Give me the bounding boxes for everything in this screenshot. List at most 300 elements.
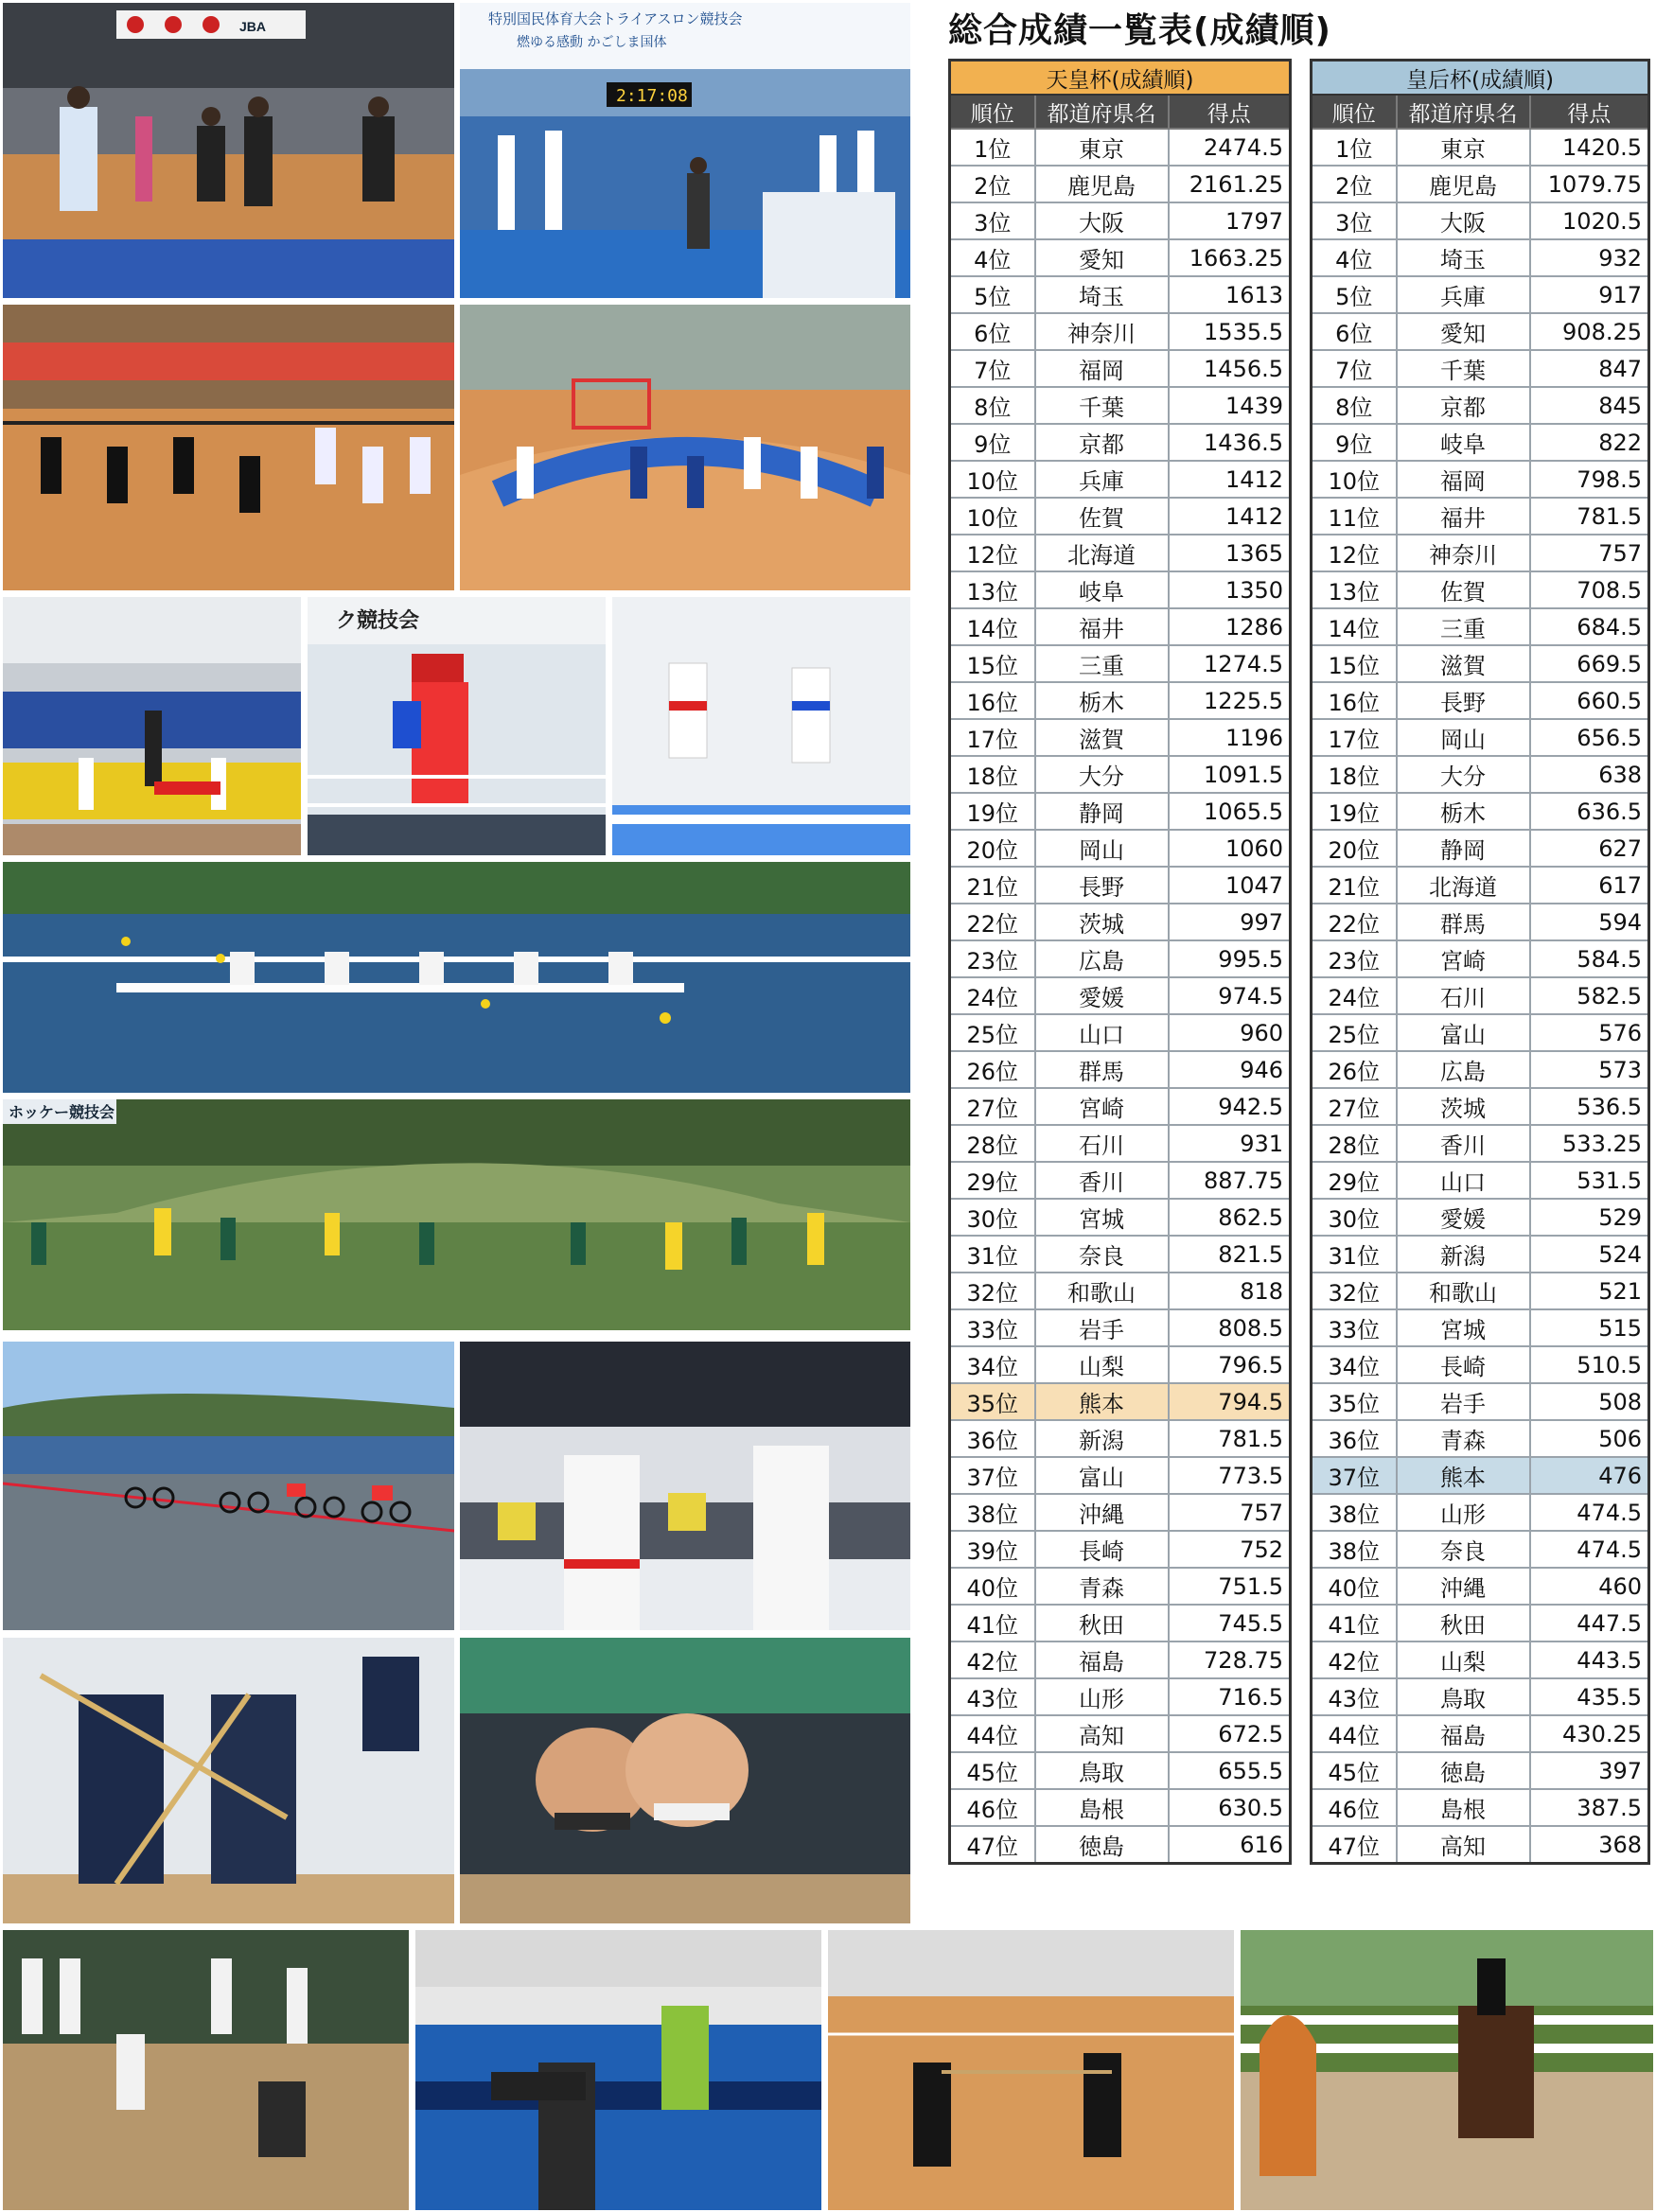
score-cell: 669.5 bbox=[1530, 645, 1649, 682]
table-row bbox=[950, 1420, 1291, 1457]
prefecture-cell: 徳島 bbox=[1035, 1826, 1169, 1864]
prefecture-cell: 佐賀 bbox=[1035, 498, 1169, 535]
score-cell: 529 bbox=[1530, 1199, 1649, 1236]
table-row bbox=[950, 535, 1291, 571]
rank-cell: 34位 bbox=[1312, 1346, 1397, 1383]
rank-cell: 45位 bbox=[1312, 1752, 1397, 1789]
rank-cell: 14位 bbox=[950, 608, 1035, 645]
rank-cell: 30位 bbox=[950, 1199, 1035, 1236]
prefecture-cell: 山口 bbox=[1397, 1162, 1530, 1199]
triathlon-banner: 特別国民体育大会トライアスロン競技会 bbox=[488, 10, 743, 27]
rank-cell: 19位 bbox=[950, 793, 1035, 830]
photo-kendo bbox=[3, 1638, 454, 1923]
prefecture-cell: 北海道 bbox=[1397, 867, 1530, 904]
table-row bbox=[950, 904, 1291, 940]
table-row bbox=[950, 719, 1291, 756]
table-row bbox=[950, 276, 1291, 313]
score-cell: 594 bbox=[1530, 904, 1649, 940]
score-cell: 368 bbox=[1530, 1826, 1649, 1864]
table-row bbox=[1312, 867, 1649, 904]
prefecture-cell: 高知 bbox=[1035, 1715, 1169, 1752]
table-row bbox=[950, 1088, 1291, 1125]
score-cell: 1196 bbox=[1169, 719, 1291, 756]
prefecture-cell: 埼玉 bbox=[1397, 239, 1530, 276]
rank-cell: 6位 bbox=[950, 313, 1035, 350]
score-cell: 582.5 bbox=[1530, 977, 1649, 1014]
table-row bbox=[1312, 129, 1649, 166]
table-row bbox=[1312, 1420, 1649, 1457]
rank-cell: 35位 bbox=[950, 1383, 1035, 1420]
prefecture-cell: 宮崎 bbox=[1397, 940, 1530, 977]
score-cell: 584.5 bbox=[1530, 940, 1649, 977]
table-row bbox=[1312, 387, 1649, 424]
score-cell: 443.5 bbox=[1530, 1641, 1649, 1678]
table-row bbox=[950, 202, 1291, 239]
score-cell: 822 bbox=[1530, 424, 1649, 461]
score-cell: 1436.5 bbox=[1169, 424, 1291, 461]
rank-cell: 5位 bbox=[950, 276, 1035, 313]
rank-cell: 2位 bbox=[950, 166, 1035, 202]
table-row bbox=[1312, 313, 1649, 350]
table-row bbox=[950, 387, 1291, 424]
score-cell: 781.5 bbox=[1169, 1420, 1291, 1457]
prefecture-cell: 富山 bbox=[1397, 1014, 1530, 1051]
table-row bbox=[950, 1531, 1291, 1568]
table-row bbox=[1312, 535, 1649, 571]
score-cell: 1060 bbox=[1169, 830, 1291, 867]
score-cell: 684.5 bbox=[1530, 608, 1649, 645]
prefecture-cell: 青森 bbox=[1035, 1568, 1169, 1605]
prefecture-cell: 福井 bbox=[1035, 608, 1169, 645]
prefecture-cell: 神奈川 bbox=[1035, 313, 1169, 350]
prefecture-cell: 岡山 bbox=[1035, 830, 1169, 867]
table-row bbox=[950, 571, 1291, 608]
score-cell: 946 bbox=[1169, 1051, 1291, 1088]
prefecture-cell: 長野 bbox=[1397, 682, 1530, 719]
prefecture-cell: 愛知 bbox=[1035, 239, 1169, 276]
score-cell: 757 bbox=[1169, 1494, 1291, 1531]
prefecture-cell: 宮城 bbox=[1397, 1309, 1530, 1346]
score-cell: 781.5 bbox=[1530, 498, 1649, 535]
rank-cell: 24位 bbox=[1312, 977, 1397, 1014]
fencing-banner: ク競技会 bbox=[336, 609, 420, 633]
score-cell: 387.5 bbox=[1530, 1789, 1649, 1826]
score-cell: 798.5 bbox=[1530, 461, 1649, 498]
prefecture-cell: 奈良 bbox=[1397, 1531, 1530, 1568]
table-row bbox=[950, 1641, 1291, 1678]
score-cell: 1412 bbox=[1169, 498, 1291, 535]
rank-cell: 40位 bbox=[950, 1568, 1035, 1605]
table-row bbox=[1312, 645, 1649, 682]
column-header-prefecture: 都道府県名 bbox=[1035, 95, 1169, 129]
score-cell: 1663.25 bbox=[1169, 239, 1291, 276]
score-cell: 1274.5 bbox=[1169, 645, 1291, 682]
prefecture-cell: 岐阜 bbox=[1035, 571, 1169, 608]
table-row bbox=[950, 498, 1291, 535]
prefecture-cell: 香川 bbox=[1397, 1125, 1530, 1162]
rank-cell: 8位 bbox=[1312, 387, 1397, 424]
score-cell: 435.5 bbox=[1530, 1678, 1649, 1715]
rank-cell: 42位 bbox=[950, 1641, 1035, 1678]
prefecture-cell: 鳥取 bbox=[1397, 1678, 1530, 1715]
prefecture-cell: 兵庫 bbox=[1397, 276, 1530, 313]
score-cell: 917 bbox=[1530, 276, 1649, 313]
score-cell: 808.5 bbox=[1169, 1309, 1291, 1346]
prefecture-cell: 茨城 bbox=[1397, 1088, 1530, 1125]
table-row bbox=[1312, 461, 1649, 498]
rank-cell: 41位 bbox=[1312, 1605, 1397, 1641]
table-row bbox=[1312, 1605, 1649, 1641]
prefecture-cell: 香川 bbox=[1035, 1162, 1169, 1199]
table-row bbox=[950, 1826, 1291, 1864]
score-cell: 960 bbox=[1169, 1014, 1291, 1051]
rank-cell: 31位 bbox=[950, 1236, 1035, 1273]
table-row bbox=[1312, 608, 1649, 645]
table-row bbox=[1312, 350, 1649, 387]
rank-cell: 26位 bbox=[1312, 1051, 1397, 1088]
photo-karate bbox=[612, 597, 910, 855]
rank-cell: 28位 bbox=[1312, 1125, 1397, 1162]
table-row bbox=[1312, 1273, 1649, 1309]
rank-cell: 25位 bbox=[950, 1014, 1035, 1051]
table-row bbox=[950, 830, 1291, 867]
rank-cell: 10位 bbox=[1312, 461, 1397, 498]
prefecture-cell: 大分 bbox=[1397, 756, 1530, 793]
table-row bbox=[1312, 1088, 1649, 1125]
score-cell: 536.5 bbox=[1530, 1088, 1649, 1125]
prefecture-cell: 山形 bbox=[1397, 1494, 1530, 1531]
prefecture-cell: 神奈川 bbox=[1397, 535, 1530, 571]
rank-cell: 9位 bbox=[950, 424, 1035, 461]
score-cell: 474.5 bbox=[1530, 1494, 1649, 1531]
table-row bbox=[950, 645, 1291, 682]
rank-cell: 15位 bbox=[950, 645, 1035, 682]
photo-volleyball bbox=[3, 305, 454, 590]
score-cell: 660.5 bbox=[1530, 682, 1649, 719]
prefecture-cell: 長崎 bbox=[1397, 1346, 1530, 1383]
table-row bbox=[950, 1715, 1291, 1752]
emperor-cup-title: 天皇杯(成績順) bbox=[950, 61, 1291, 96]
table-row bbox=[950, 867, 1291, 904]
empress-cup-title: 皇后杯(成績順) bbox=[1312, 61, 1649, 96]
prefecture-cell: 静岡 bbox=[1397, 830, 1530, 867]
prefecture-cell: 秋田 bbox=[1035, 1605, 1169, 1641]
prefecture-cell: 兵庫 bbox=[1035, 461, 1169, 498]
table-row bbox=[1312, 498, 1649, 535]
rank-cell: 27位 bbox=[950, 1088, 1035, 1125]
table-row bbox=[1312, 1568, 1649, 1605]
prefecture-cell: 岩手 bbox=[1035, 1309, 1169, 1346]
prefecture-cell: 島根 bbox=[1397, 1789, 1530, 1826]
rank-cell: 14位 bbox=[1312, 608, 1397, 645]
prefecture-cell: 石川 bbox=[1397, 977, 1530, 1014]
score-cell: 533.25 bbox=[1530, 1125, 1649, 1162]
prefecture-cell: 愛媛 bbox=[1035, 977, 1169, 1014]
table-row bbox=[1312, 1162, 1649, 1199]
score-cell: 1350 bbox=[1169, 571, 1291, 608]
rank-cell: 47位 bbox=[1312, 1826, 1397, 1864]
score-cell: 1535.5 bbox=[1169, 313, 1291, 350]
rank-cell: 38位 bbox=[1312, 1494, 1397, 1531]
table-row bbox=[950, 1273, 1291, 1309]
photo-hockey bbox=[3, 1099, 910, 1330]
table-row bbox=[1312, 1715, 1649, 1752]
score-cell: 1091.5 bbox=[1169, 756, 1291, 793]
table-row bbox=[950, 1752, 1291, 1789]
score-cell: 997 bbox=[1169, 904, 1291, 940]
rank-cell: 46位 bbox=[950, 1789, 1035, 1826]
score-cell: 1047 bbox=[1169, 867, 1291, 904]
score-cell: 510.5 bbox=[1530, 1346, 1649, 1383]
rank-cell: 1位 bbox=[950, 129, 1035, 166]
score-cell: 2161.25 bbox=[1169, 166, 1291, 202]
rank-cell: 22位 bbox=[1312, 904, 1397, 940]
table-row bbox=[950, 682, 1291, 719]
table-row bbox=[1312, 1531, 1649, 1568]
rank-cell: 16位 bbox=[1312, 682, 1397, 719]
prefecture-cell: 山形 bbox=[1035, 1678, 1169, 1715]
table-row bbox=[1312, 1789, 1649, 1826]
prefecture-cell: 大阪 bbox=[1035, 202, 1169, 239]
prefecture-cell: 沖縄 bbox=[1397, 1568, 1530, 1605]
table-row bbox=[1312, 1752, 1649, 1789]
table-row bbox=[1312, 977, 1649, 1014]
prefecture-cell: 和歌山 bbox=[1397, 1273, 1530, 1309]
rank-cell: 30位 bbox=[1312, 1199, 1397, 1236]
prefecture-cell: 京都 bbox=[1035, 424, 1169, 461]
rank-cell: 11位 bbox=[1312, 498, 1397, 535]
rank-cell: 3位 bbox=[1312, 202, 1397, 239]
table-row bbox=[950, 1789, 1291, 1826]
score-cell: 521 bbox=[1530, 1273, 1649, 1309]
table-row bbox=[950, 1309, 1291, 1346]
score-cell: 887.75 bbox=[1169, 1162, 1291, 1199]
score-cell: 818 bbox=[1169, 1273, 1291, 1309]
photo-fencing bbox=[3, 597, 301, 855]
prefecture-cell: 山口 bbox=[1035, 1014, 1169, 1051]
score-cell: 508 bbox=[1530, 1383, 1649, 1420]
prefecture-cell: 福岡 bbox=[1397, 461, 1530, 498]
rank-cell: 21位 bbox=[1312, 867, 1397, 904]
prefecture-cell: 三重 bbox=[1035, 645, 1169, 682]
prefecture-cell: 奈良 bbox=[1035, 1236, 1169, 1273]
table-row bbox=[950, 1383, 1291, 1420]
prefecture-cell: 長野 bbox=[1035, 867, 1169, 904]
rank-cell: 33位 bbox=[950, 1309, 1035, 1346]
rank-cell: 18位 bbox=[950, 756, 1035, 793]
prefecture-cell: 岐阜 bbox=[1397, 424, 1530, 461]
table-row bbox=[950, 1605, 1291, 1641]
prefecture-cell: 愛媛 bbox=[1397, 1199, 1530, 1236]
table-row bbox=[950, 1199, 1291, 1236]
prefecture-cell: 宮崎 bbox=[1035, 1088, 1169, 1125]
table-row bbox=[1312, 1383, 1649, 1420]
photo-judo bbox=[460, 1342, 910, 1630]
score-cell: 716.5 bbox=[1169, 1678, 1291, 1715]
prefecture-cell: 群馬 bbox=[1397, 904, 1530, 940]
emperor-cup-rows bbox=[950, 129, 1291, 1864]
score-cell: 745.5 bbox=[1169, 1605, 1291, 1641]
score-cell: 757 bbox=[1530, 535, 1649, 571]
table-row bbox=[1312, 276, 1649, 313]
table-row bbox=[950, 756, 1291, 793]
rank-cell: 42位 bbox=[1312, 1641, 1397, 1678]
rank-cell: 17位 bbox=[950, 719, 1035, 756]
rank-cell: 36位 bbox=[950, 1420, 1035, 1457]
score-cell: 942.5 bbox=[1169, 1088, 1291, 1125]
rank-cell: 38位 bbox=[1312, 1531, 1397, 1568]
prefecture-cell: 富山 bbox=[1035, 1457, 1169, 1494]
score-cell: 430.25 bbox=[1530, 1715, 1649, 1752]
prefecture-cell: 徳島 bbox=[1397, 1752, 1530, 1789]
score-cell: 728.75 bbox=[1169, 1641, 1291, 1678]
rank-cell: 37位 bbox=[1312, 1457, 1397, 1494]
rank-cell: 37位 bbox=[950, 1457, 1035, 1494]
table-row bbox=[1312, 1346, 1649, 1383]
score-cell: 862.5 bbox=[1169, 1199, 1291, 1236]
score-cell: 531.5 bbox=[1530, 1162, 1649, 1199]
rank-cell: 47位 bbox=[950, 1826, 1035, 1864]
rank-cell: 38位 bbox=[950, 1494, 1035, 1531]
score-cell: 1286 bbox=[1169, 608, 1291, 645]
score-cell: 1079.75 bbox=[1530, 166, 1649, 202]
score-cell: 794.5 bbox=[1169, 1383, 1291, 1420]
score-cell: 845 bbox=[1530, 387, 1649, 424]
photo-naginata bbox=[828, 1930, 1234, 2210]
photo-table-tennis bbox=[415, 1930, 821, 2210]
prefecture-cell: 福島 bbox=[1397, 1715, 1530, 1752]
prefecture-cell: 東京 bbox=[1035, 129, 1169, 166]
prefecture-cell: 長崎 bbox=[1035, 1531, 1169, 1568]
table-row bbox=[950, 1457, 1291, 1494]
rank-cell: 23位 bbox=[950, 940, 1035, 977]
rank-cell: 20位 bbox=[1312, 830, 1397, 867]
table-row bbox=[1312, 682, 1649, 719]
column-header-rank: 順位 bbox=[1312, 95, 1397, 129]
rank-cell: 6位 bbox=[1312, 313, 1397, 350]
score-cell: 638 bbox=[1530, 756, 1649, 793]
prefecture-cell: 福島 bbox=[1035, 1641, 1169, 1678]
prefecture-cell: 佐賀 bbox=[1397, 571, 1530, 608]
prefecture-cell: 和歌山 bbox=[1035, 1273, 1169, 1309]
score-cell: 752 bbox=[1169, 1531, 1291, 1568]
score-cell: 474.5 bbox=[1530, 1531, 1649, 1568]
prefecture-cell: 岩手 bbox=[1397, 1383, 1530, 1420]
prefecture-cell: 滋賀 bbox=[1397, 645, 1530, 682]
prefecture-cell: 千葉 bbox=[1397, 350, 1530, 387]
prefecture-cell: 千葉 bbox=[1035, 387, 1169, 424]
prefecture-cell: 広島 bbox=[1035, 940, 1169, 977]
score-cell: 616 bbox=[1169, 1826, 1291, 1864]
rank-cell: 29位 bbox=[950, 1162, 1035, 1199]
prefecture-cell: 宮城 bbox=[1035, 1199, 1169, 1236]
prefecture-cell: 東京 bbox=[1397, 129, 1530, 166]
table-row bbox=[1312, 166, 1649, 202]
score-cell: 773.5 bbox=[1169, 1457, 1291, 1494]
rank-cell: 7位 bbox=[1312, 350, 1397, 387]
prefecture-cell: 岡山 bbox=[1397, 719, 1530, 756]
table-row bbox=[950, 1236, 1291, 1273]
rank-cell: 36位 bbox=[1312, 1420, 1397, 1457]
score-cell: 1613 bbox=[1169, 276, 1291, 313]
score-cell: 636.5 bbox=[1530, 793, 1649, 830]
rank-cell: 10位 bbox=[950, 498, 1035, 535]
score-cell: 1412 bbox=[1169, 461, 1291, 498]
table-row bbox=[950, 461, 1291, 498]
prefecture-cell: 栃木 bbox=[1397, 793, 1530, 830]
rank-cell: 33位 bbox=[1312, 1309, 1397, 1346]
table-row bbox=[1312, 1494, 1649, 1531]
prefecture-cell: 愛知 bbox=[1397, 313, 1530, 350]
table-row bbox=[1312, 1641, 1649, 1678]
empress-cup-rows bbox=[1312, 129, 1649, 1864]
prefecture-cell: 島根 bbox=[1035, 1789, 1169, 1826]
rank-cell: 13位 bbox=[950, 571, 1035, 608]
score-cell: 1420.5 bbox=[1530, 129, 1649, 166]
score-cell: 1225.5 bbox=[1169, 682, 1291, 719]
table-row bbox=[950, 1346, 1291, 1383]
prefecture-cell: 埼玉 bbox=[1035, 276, 1169, 313]
table-row bbox=[950, 1051, 1291, 1088]
page-title: 総合成績一覧表(成績順) bbox=[948, 11, 1331, 50]
score-cell: 932 bbox=[1530, 239, 1649, 276]
table-row bbox=[1312, 904, 1649, 940]
table-row bbox=[950, 313, 1291, 350]
prefecture-cell: 滋賀 bbox=[1035, 719, 1169, 756]
prefecture-cell: 大阪 bbox=[1397, 202, 1530, 239]
score-cell: 2474.5 bbox=[1169, 129, 1291, 166]
rank-cell: 17位 bbox=[1312, 719, 1397, 756]
rank-cell: 1位 bbox=[1312, 129, 1397, 166]
score-cell: 397 bbox=[1530, 1752, 1649, 1789]
table-row bbox=[1312, 940, 1649, 977]
table-row bbox=[950, 239, 1291, 276]
table-row bbox=[950, 350, 1291, 387]
table-row bbox=[1312, 719, 1649, 756]
score-cell: 630.5 bbox=[1169, 1789, 1291, 1826]
photo-rowing bbox=[3, 862, 910, 1093]
score-cell: 576 bbox=[1530, 1014, 1649, 1051]
score-cell: 1065.5 bbox=[1169, 793, 1291, 830]
prefecture-cell: 鹿児島 bbox=[1035, 166, 1169, 202]
table-row bbox=[1312, 756, 1649, 793]
photo-basketball bbox=[3, 3, 454, 298]
photo-cycling bbox=[3, 1342, 454, 1630]
score-cell: 617 bbox=[1530, 867, 1649, 904]
table-row bbox=[1312, 1199, 1649, 1236]
score-cell: 974.5 bbox=[1169, 977, 1291, 1014]
rank-cell: 44位 bbox=[950, 1715, 1035, 1752]
triathlon-sub: 燃ゆる感動 かごしま国体 bbox=[517, 35, 667, 50]
rank-cell: 4位 bbox=[1312, 239, 1397, 276]
column-header-score: 得点 bbox=[1530, 95, 1649, 129]
score-cell: 506 bbox=[1530, 1420, 1649, 1457]
table-row bbox=[1312, 1051, 1649, 1088]
rank-cell: 9位 bbox=[1312, 424, 1397, 461]
rank-cell: 40位 bbox=[1312, 1568, 1397, 1605]
score-cell: 931 bbox=[1169, 1125, 1291, 1162]
score-cell: 1456.5 bbox=[1169, 350, 1291, 387]
rank-cell: 32位 bbox=[950, 1273, 1035, 1309]
score-cell: 672.5 bbox=[1169, 1715, 1291, 1752]
empress-cup-table bbox=[1310, 59, 1650, 1865]
rank-cell: 26位 bbox=[950, 1051, 1035, 1088]
rank-cell: 35位 bbox=[1312, 1383, 1397, 1420]
score-cell: 656.5 bbox=[1530, 719, 1649, 756]
table-row bbox=[950, 166, 1291, 202]
column-header-prefecture: 都道府県名 bbox=[1397, 95, 1530, 129]
table-row bbox=[1312, 1678, 1649, 1715]
